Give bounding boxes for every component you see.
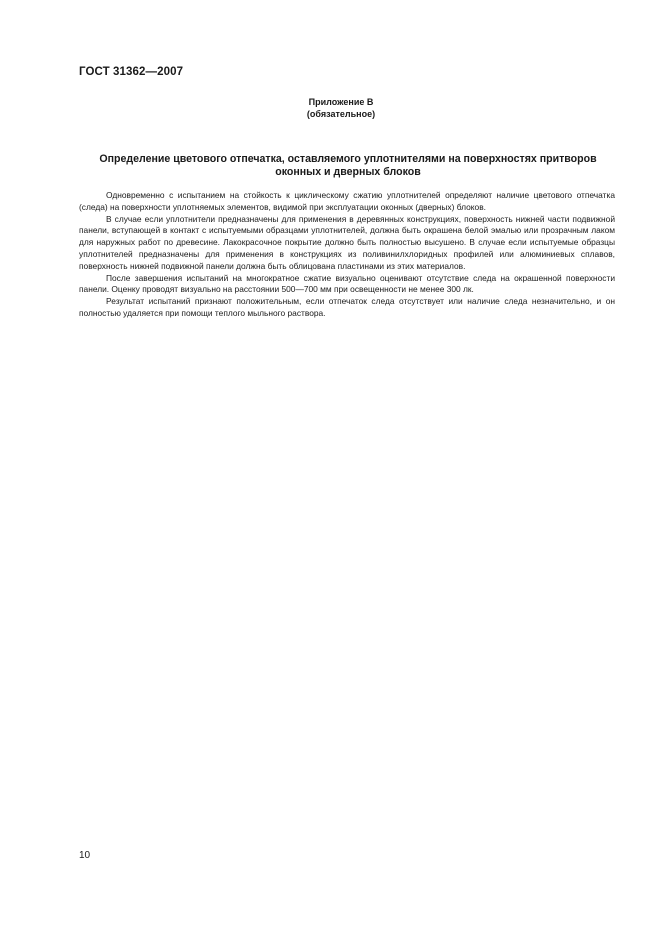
paragraph-1: Одновременно с испытанием на стойкость к циклическому сжатию уплотнителей определяют наличие цветового отпечатка (следа) на поверхности уплотняемых элементов, видимой при эксплуатации оконных (дверных) блоков. [79, 190, 615, 212]
page-number: 10 [79, 850, 91, 861]
section-title-line-2: оконных и дверных блоков [275, 166, 421, 178]
section-title-line-1: Определение цветового отпечатка, оставляемого уплотнителями на поверхностях притворов [99, 153, 597, 165]
body-text [79, 190, 615, 320]
paragraph-3: После завершения испытаний на многократное сжатие визуально оценивают отсутствие следа на окрашенной поверхности панели. Оценку проводят визуально на расстоянии 500—700 мм при освещенности не менее 300 лк. [79, 272, 615, 295]
appendix-status: (обязательное) [306, 109, 376, 119]
document-code-header: ГОСТ 31362—2007 [79, 66, 184, 78]
appendix-label: Приложение В [308, 97, 374, 107]
paragraph-2: В случае если уплотнители предназначены для применения в деревянных конструкциях, поверхность нижней части подвижной панели, вступающей в контакт с испытуемыми образцами уплотнителей, должна быть окрашена белой эмалью или прозрачным лаком для наружных работ по древесине. Лакокрасочное покрытие должно быть полностью высушено. В случае если испытуемые образцы уплотнителей предназначены для применения в конструкциях из поливинилхлоридных профилей или алюминиевых сплавов, поверхность нижней подвижной панели должна быть облицована пластинами из этих материалов. [79, 213, 615, 271]
paragraph-4: Результат испытаний признают положительным, если отпечаток следа отсутствует или наличие следа незначительно, и он полностью удаляется при помощи теплого мыльного раствора. [79, 296, 615, 318]
